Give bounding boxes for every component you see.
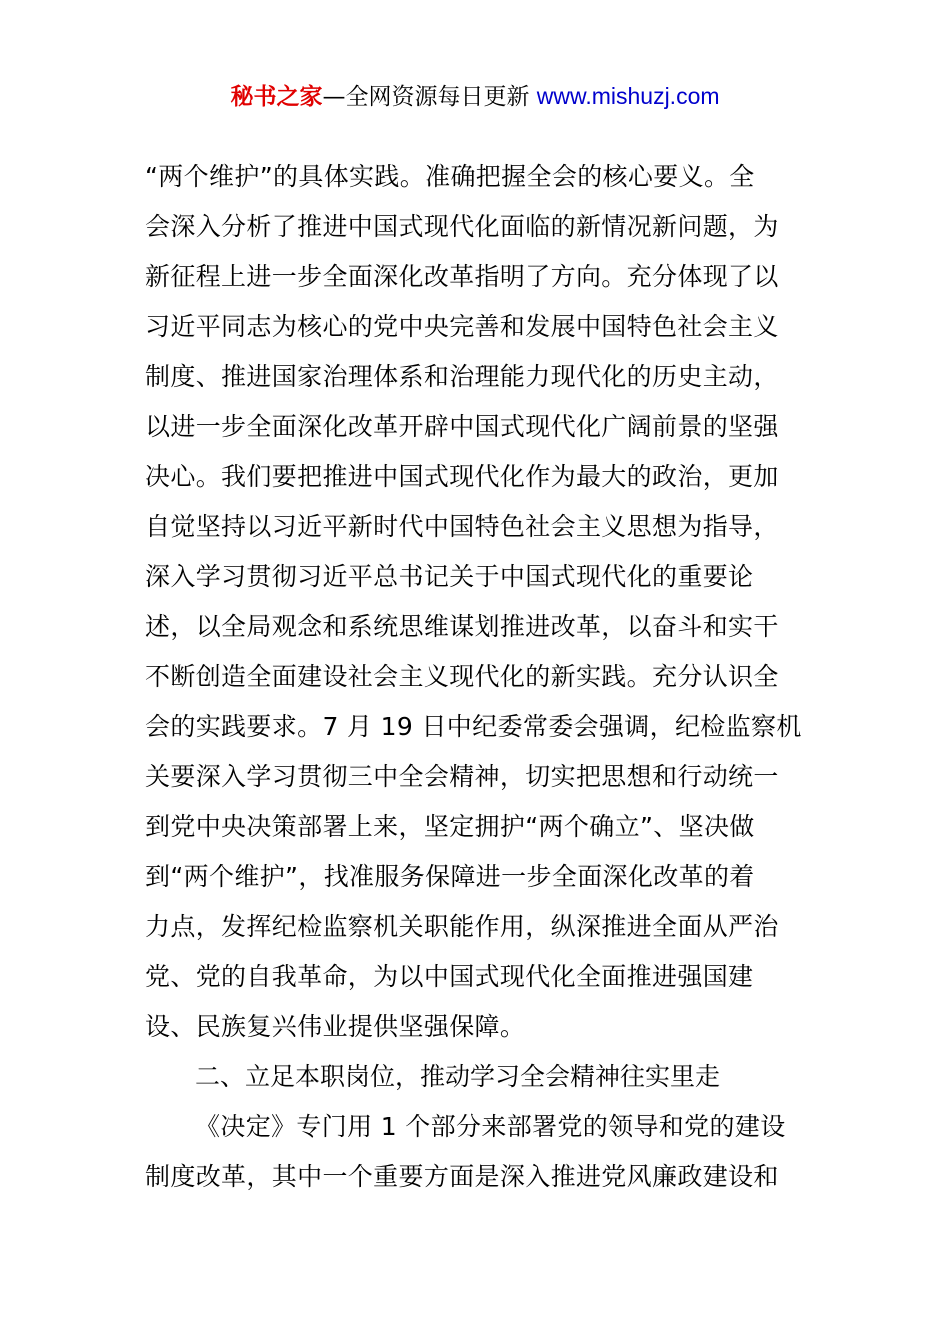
text-line: 会的实践要求。7 月 19 日中纪委常委会强调，纪检监察机 xyxy=(145,712,802,741)
site-url-link[interactable]: www.mishuzj.com xyxy=(536,83,720,109)
site-tagline: —全网资源每日更新 xyxy=(322,84,537,110)
text-line: 到“两个维护”，找准服务保障进一步全面深化改革的着 xyxy=(145,862,755,891)
text-line: 到党中央决策部署上来，坚定拥护“两个确立”、坚决做 xyxy=(145,812,755,841)
text-line: 力点，发挥纪检监察机关职能作用，纵深推进全面从严治 xyxy=(145,912,779,941)
text-line: 会深入分析了推进中国式现代化面临的新情况新问题，为 xyxy=(145,212,779,241)
text-line: 制度、推进国家治理体系和治理能力现代化的历史主动， xyxy=(145,362,779,391)
site-header xyxy=(0,80,950,113)
document-body xyxy=(145,152,810,1202)
text-line: 关要深入学习贯彻三中全会精神，切实把思想和行动统一 xyxy=(145,762,779,791)
text-line: 新征程上进一步全面深化改革指明了方向。充分体现了以 xyxy=(145,262,779,291)
text-line: 自觉坚持以习近平新时代中国特色社会主义思想为指导， xyxy=(145,512,779,541)
text-line: 以进一步全面深化改革开辟中国式现代化广阔前景的坚强 xyxy=(145,412,779,441)
text-line: 述，以全局观念和系统思维谋划推进改革，以奋斗和实干 xyxy=(145,612,779,641)
text-line: 不断创造全面建设社会主义现代化的新实践。充分认识全 xyxy=(145,662,779,691)
text-line: 习近平同志为核心的党中央完善和发展中国特色社会主义 xyxy=(145,312,779,341)
text-line: 设、民族复兴伟业提供坚强保障。 xyxy=(145,1012,526,1041)
text-line: 《决定》专门用 1 个部分来部署党的领导和党的建设 xyxy=(195,1112,786,1141)
section-heading: 二、立足本职岗位，推动学习全会精神往实里走 xyxy=(195,1062,721,1091)
text-line: 决心。我们要把推进中国式现代化作为最大的政治，更加 xyxy=(145,462,779,491)
text-line: 党、党的自我革命，为以中国式现代化全面推进强国建 xyxy=(145,962,754,991)
text-line: 深入学习贯彻习近平总书记关于中国式现代化的重要论 xyxy=(145,562,754,591)
site-brand: 秘书之家 xyxy=(230,84,323,110)
text-line: “两个维护”的具体实践。准确把握全会的核心要义。全 xyxy=(145,162,755,191)
text-line: 制度改革，其中一个重要方面是深入推进党风廉政建设和 xyxy=(145,1162,779,1191)
